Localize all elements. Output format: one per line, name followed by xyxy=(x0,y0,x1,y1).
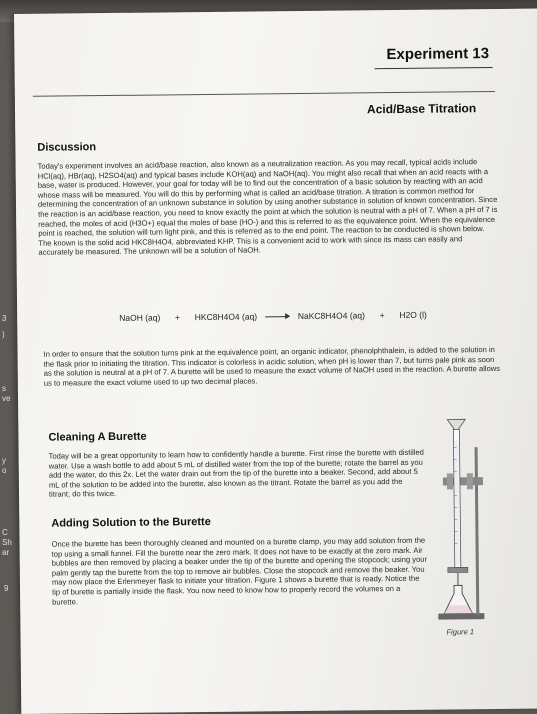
edge-fragment: ve xyxy=(2,394,10,403)
edge-fragment: C xyxy=(2,528,8,537)
edge-fragment: 3 xyxy=(2,314,6,323)
reactant-naoh: NaOH (aq) xyxy=(119,312,160,322)
cleaning-paragraph: Today will be a great opportunity to learn how to confidently handle a burette. First rinse the burette with distilled water. Use a wash bottle to add about 5 mL of distilled water from the top of the burette; rotate the barrel as you add the water, do this 2x. Let the water drain out from the tip of the burette into a beaker. Second, add about 5 mL of the solution to be added into the burette, also known as the titrant. Rotate the barrel as you add the titrant; do this twice. xyxy=(49,448,425,500)
product-water: H2O (l) xyxy=(399,310,426,320)
adding-paragraph: Once the burette has been thoroughly cleaned and mounted on a burette clamp, you may add solution from the top using a small funnel. Fill the burette near the zero mark. It does not have to be exactly at the zero mark. Air bubbles are then removed by placing a beaker under the tip of the burette and opening the stopcock; using your palm gently tap the burette from the top to remove air bubbles. Close the stopcock and remove the beaker. You may now place the Erlenmeyer flask to initiate your titration. Figure 1 shows a burette that is ready. Notice the tip of burette is partially inside the flask. You now need to know how to properly record the volumes on a burette. xyxy=(52,536,429,607)
stand-rod xyxy=(475,447,480,615)
burette-figure xyxy=(428,417,500,628)
document-page xyxy=(14,8,537,714)
indicator-paragraph: In order to ensure that the solution turns pink at the equivalence point, an organic indicator, phenolphthalein, is added to the solution in the flask prior to initiating the titration. This indicator is colorless in acidic solution, when pH is lower than 7, but turns pale pink as soon as the solution is neutral at a pH of 7. A burette will be used to measure the exact volume of NaOH used in the reaction. A burette allows us to measure the exact volume used to up two decimal places. xyxy=(44,345,502,388)
experiment-title: Experiment 13 xyxy=(386,45,489,63)
adding-heading: Adding Solution to the Burette xyxy=(51,516,211,530)
reaction-arrow-icon xyxy=(265,316,289,317)
edge-fragment: ar xyxy=(2,548,9,557)
stopcock xyxy=(448,567,468,572)
edge-fragment: Sh xyxy=(2,538,12,547)
header-divider xyxy=(33,91,495,97)
discussion-paragraph: Today's experiment involves an acid/base reaction, also known as a neutralization reaction. As you may recall, typical acids include HCl(aq), HBr(aq), H2SO4(aq) and typical bases include KOH(aq) and NaOH(aq). You might also recall that when an acid reacts with a base, water is produced. However, your goal for today will be to find out the concentration of a basic solution by reacting with an acid whose mass will be measured. You will do this by performing what is called an acid/base titration. A titration is common method for determining the concentration of an unknown substance in solution by using another substance in solution of known concentration. Since the reaction is an acid/base reaction, you need to know exactly the point at which the solution is neutral with a pH of 7. When a pH of 7 is reached, the moles of acid (H3O+) equal the moles of base (HO-) and this is referred to as the equivalence point. When the equivalence point is reached, the solution will turn light pink, and this is referred as to the end point. The reaction to be conducted is shown below. The known is the solid acid HKC8H4O4, abbreviated KHP. This is a convenient acid to work with since its mass can easily and accurately be measured. The unknown will be a solution of NaOH. xyxy=(38,157,499,258)
product-salt: NaKC8H4O4 (aq) xyxy=(298,310,365,321)
equation-plus: + xyxy=(380,310,385,320)
experiment-subtitle: Acid/Base Titration xyxy=(367,101,476,116)
edge-fragment: y xyxy=(2,456,6,465)
edge-fragment: 9 xyxy=(4,584,8,593)
burette-tip xyxy=(457,572,459,586)
edge-fragment: o xyxy=(2,466,6,475)
discussion-heading: Discussion xyxy=(37,141,96,154)
edge-fragment: s xyxy=(2,384,6,393)
reactant-khp: HKC8H4O4 (aq) xyxy=(195,311,257,322)
title-underline xyxy=(375,67,493,69)
funnel-icon xyxy=(447,419,465,429)
figure-caption: Figure 1 xyxy=(446,627,474,636)
reaction-equation xyxy=(119,310,427,323)
cleaning-heading: Cleaning A Burette xyxy=(48,431,146,444)
equation-plus: + xyxy=(175,312,180,322)
edge-fragment: ) xyxy=(2,330,5,339)
